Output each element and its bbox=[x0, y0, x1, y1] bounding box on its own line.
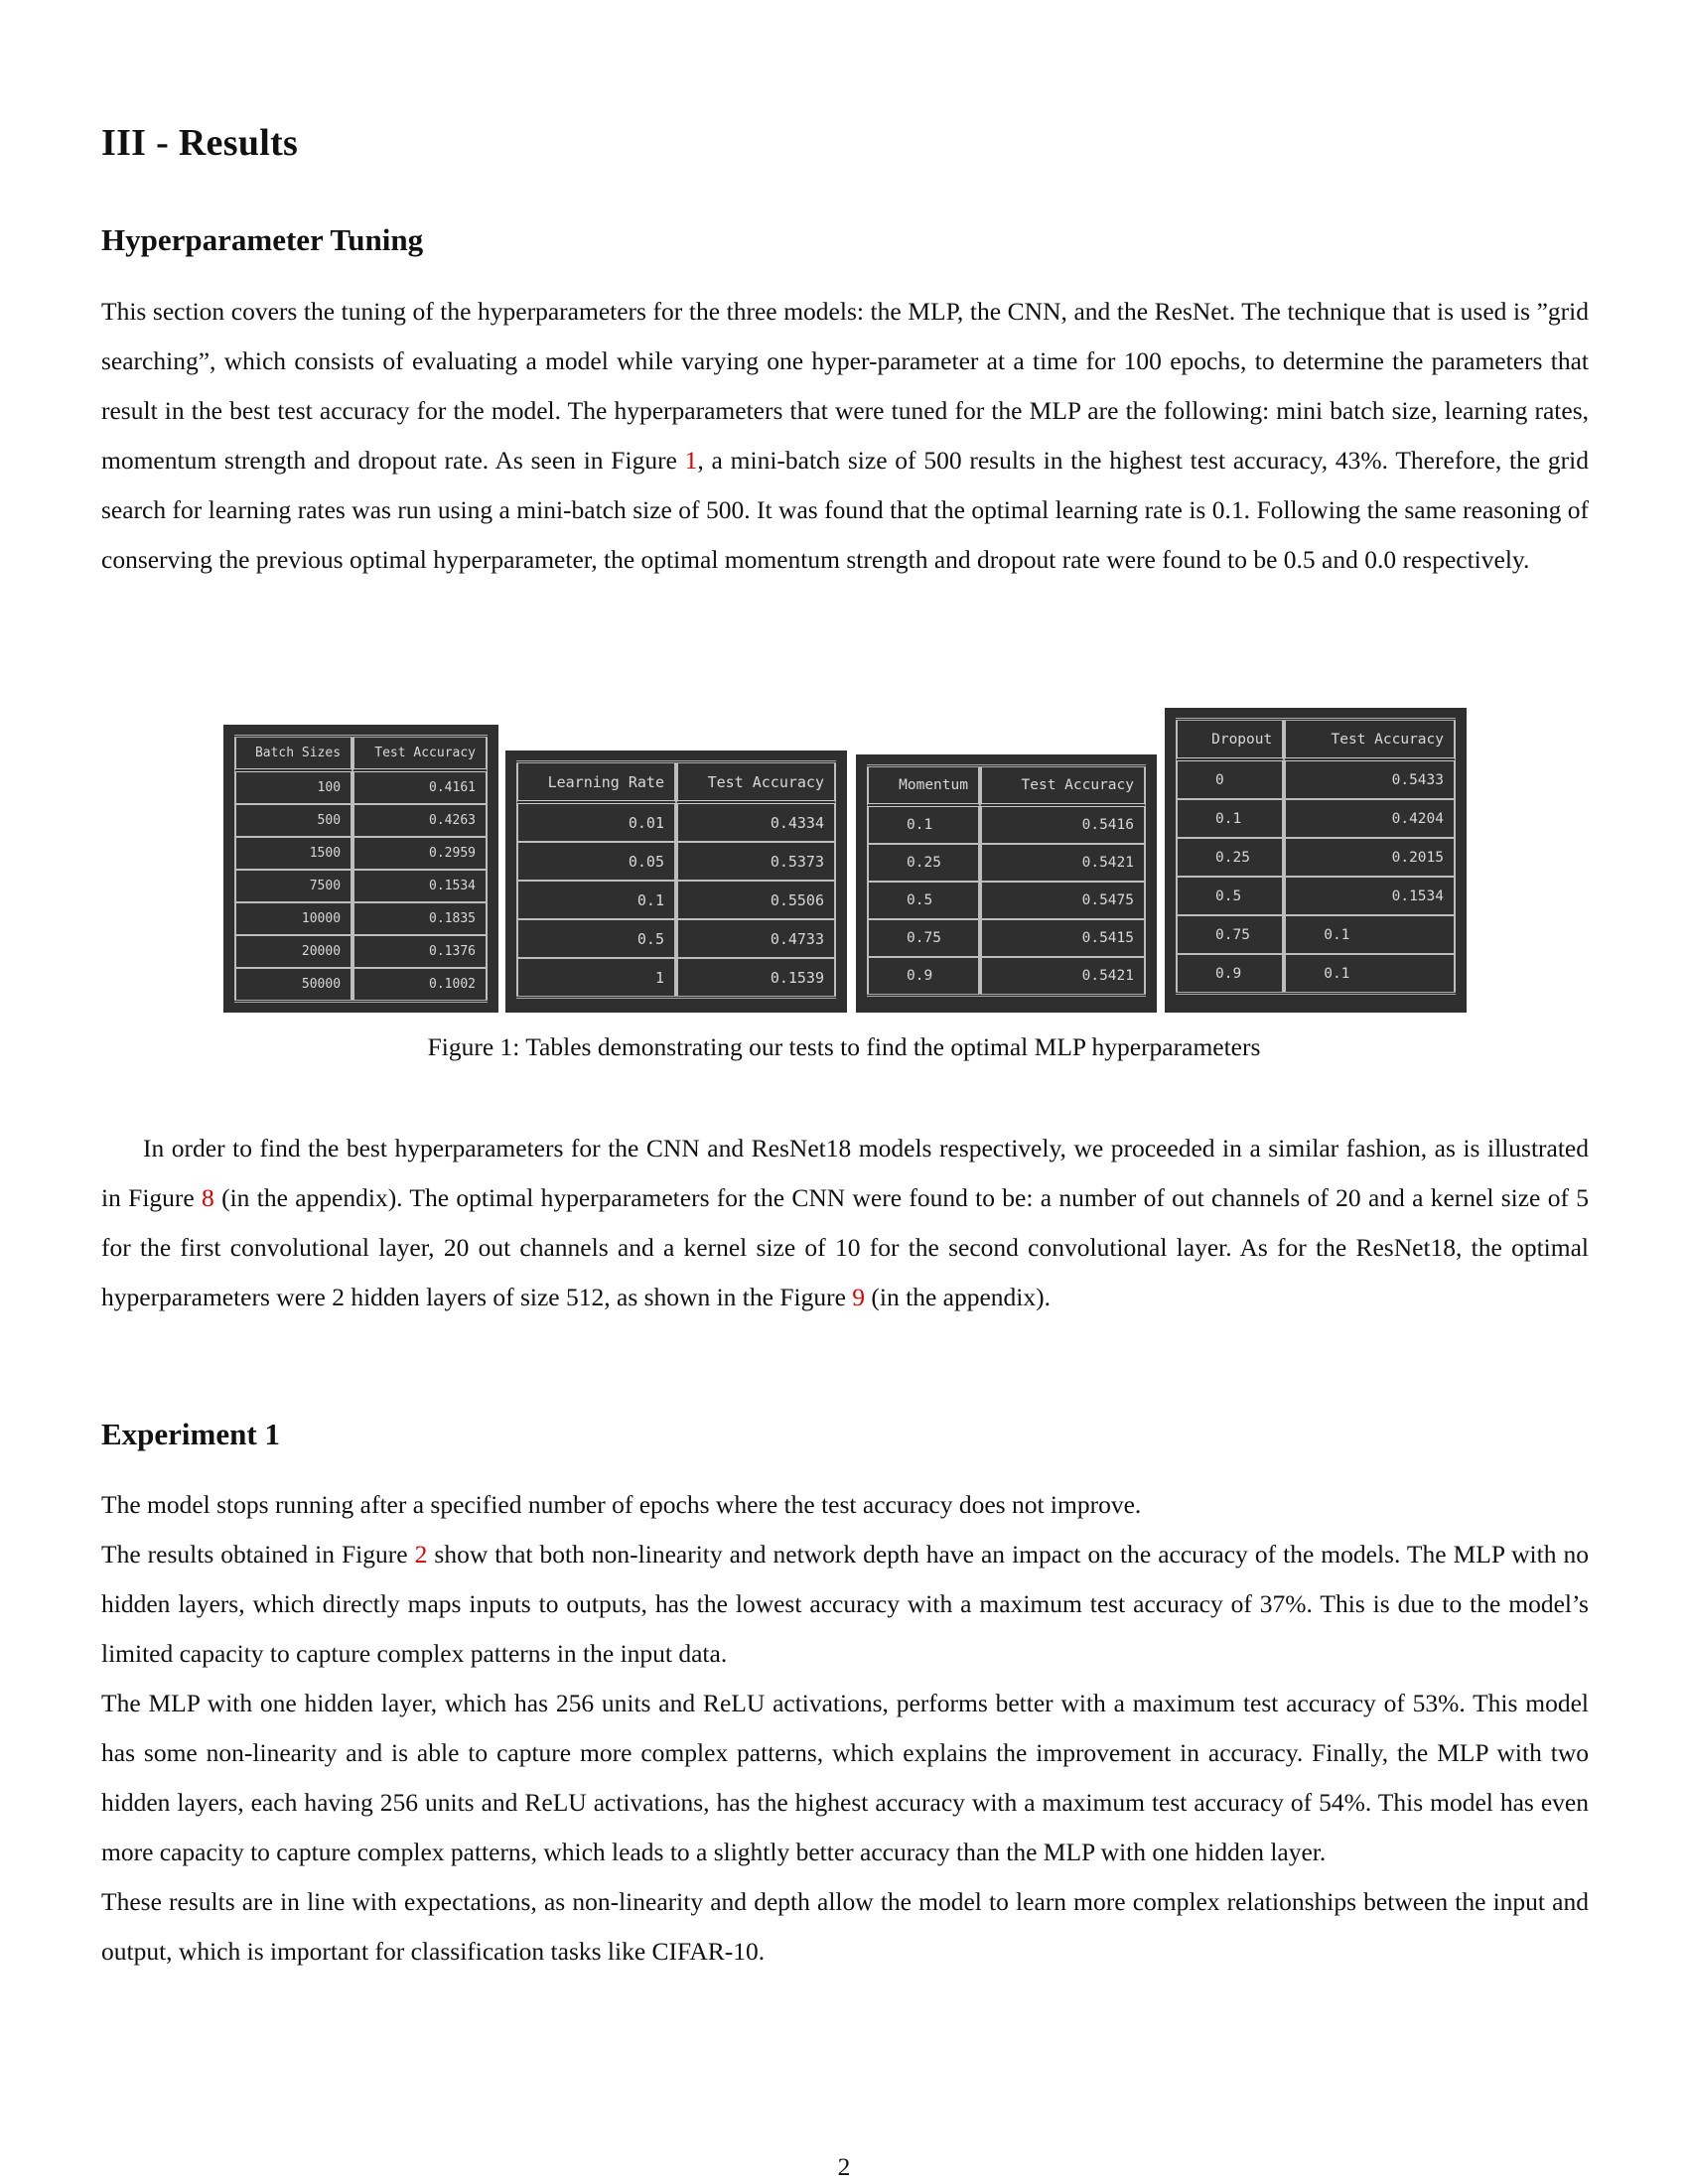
batch-size-table bbox=[223, 725, 498, 1013]
column-header: Dropout bbox=[1176, 721, 1284, 761]
column-header: Learning Rate bbox=[516, 763, 676, 804]
section-title: III - Results bbox=[101, 122, 299, 164]
cell: 20000 bbox=[234, 934, 352, 967]
cell: 0.01 bbox=[516, 804, 676, 841]
cell: 1500 bbox=[234, 836, 352, 869]
cell: 0.75 bbox=[1176, 914, 1284, 953]
paragraph-experiment-1 bbox=[101, 1480, 1589, 1977]
cell: 0.5 bbox=[867, 881, 980, 918]
table-row bbox=[516, 918, 836, 957]
cell: 0.4733 bbox=[676, 918, 836, 957]
figure-caption: Figure 1: Tables demonstrating our tests to find the optimal MLP hyperparameters bbox=[427, 1032, 1261, 1061]
cell: 7500 bbox=[234, 869, 352, 901]
cell: 0.05 bbox=[516, 841, 676, 880]
figure-ref-link[interactable]: 8 bbox=[202, 1183, 214, 1212]
table-row bbox=[234, 901, 488, 934]
cell: 0.1 bbox=[1284, 914, 1456, 953]
page-number: 2 bbox=[837, 2152, 851, 2181]
cell: 0.1534 bbox=[1284, 876, 1456, 914]
cell: 10000 bbox=[234, 901, 352, 934]
table-row bbox=[1176, 837, 1456, 876]
exp1-para-3: The MLP with one hidden layer, which has 256 units and ReLU activations, performs better with a maximum test accuracy of 53%. This model has some non-linearity and is able to capture more complex patterns, which explains the improvement in accuracy. Finally, the MLP with two hidden layers, each having 256 units and ReLU activations, has the highest accuracy with a maximum test accuracy of 54%. This model has even more capacity to capture complex patterns, which leads to a slightly better accuracy than the MLP with one hidden layer. bbox=[101, 1689, 1589, 1866]
cell: 0.1 bbox=[867, 807, 980, 843]
cell: 0 bbox=[1176, 761, 1284, 798]
figure-ref-link[interactable]: 2 bbox=[414, 1540, 428, 1569]
cell: 0.9 bbox=[1176, 953, 1284, 992]
exp1-line-1: The model stops running after a specified number of epochs where the test accuracy does not improve. bbox=[101, 1490, 1142, 1519]
cell: 1 bbox=[516, 957, 676, 996]
figure-ref-link[interactable]: 9 bbox=[852, 1283, 866, 1311]
figure-ref-link[interactable]: 1 bbox=[684, 446, 698, 475]
table-row bbox=[516, 957, 836, 996]
cell: 0.1539 bbox=[676, 957, 836, 996]
table-row bbox=[234, 836, 488, 869]
cell: 0.5433 bbox=[1284, 761, 1456, 798]
cell: 0.2959 bbox=[352, 836, 488, 869]
cell: 0.4204 bbox=[1284, 798, 1456, 837]
cell: 0.1534 bbox=[352, 869, 488, 901]
column-header: Momentum bbox=[867, 767, 980, 807]
table-row bbox=[1176, 761, 1456, 798]
paragraph-hyperparameter-intro: This section covers the tuning of the hyperparameters for the three models: the MLP, the CNN, and the ResNet. The technique that is used is ”grid searching”, which consists of evaluating a model while varying one hyper-parameter at a time for 100 epochs, to determine the parameters that result in the best test accuracy for the model. The hyperparameters that were tuned for the MLP are the following: mini batch size, learning rates, momentum strength and dropout rate. As seen in Figure 1, a mini-batch size of 500 results in the highest test accuracy, 43%. Therefore, the grid search for learning rates was run using a mini-batch size of 500. It was found that the optimal learning rate is 0.1. Following the same reasoning of conserving the previous optimal hyperparameter, the optimal momentum strength and dropout rate were found to be 0.5 and 0.0 respectively. bbox=[101, 297, 1589, 574]
table-row bbox=[1176, 953, 1456, 992]
cell: 0.25 bbox=[1176, 837, 1284, 876]
momentum-table bbox=[856, 754, 1157, 1013]
cell: 0.5475 bbox=[980, 881, 1146, 918]
table-row bbox=[234, 772, 488, 803]
cell: 50000 bbox=[234, 967, 352, 1000]
column-header: Batch Sizes bbox=[234, 738, 352, 772]
column-header: Test Accuracy bbox=[980, 767, 1146, 807]
column-header: Test Accuracy bbox=[1284, 721, 1456, 761]
exp1-para-2: The results obtained in Figure 2 show that both non-linearity and network depth have an impact on the accuracy of the models. The MLP with no hidden layers, which directly maps inputs to outputs, has the lowest accuracy with a maximum test accuracy of 37%. This is due to the model’s limited capacity to capture complex patterns in the input data. bbox=[101, 1540, 1589, 1668]
table-row bbox=[516, 880, 836, 918]
cell: 0.2015 bbox=[1284, 837, 1456, 876]
cell: 0.5421 bbox=[980, 956, 1146, 994]
table-row bbox=[234, 803, 488, 836]
table-row bbox=[867, 881, 1146, 918]
table-row bbox=[1176, 914, 1456, 953]
table-row bbox=[867, 918, 1146, 956]
cell: 0.5421 bbox=[980, 843, 1146, 881]
table-row bbox=[1176, 798, 1456, 837]
table-row bbox=[1176, 876, 1456, 914]
cell: 0.5 bbox=[1176, 876, 1284, 914]
cell: 0.1 bbox=[516, 880, 676, 918]
cell: 500 bbox=[234, 803, 352, 836]
cell: 0.1835 bbox=[352, 901, 488, 934]
cell: 0.4334 bbox=[676, 804, 836, 841]
table-row bbox=[867, 807, 1146, 843]
column-header: Test Accuracy bbox=[352, 738, 488, 772]
table-row bbox=[234, 869, 488, 901]
cell: 0.25 bbox=[867, 843, 980, 881]
cell: 0.5506 bbox=[676, 880, 836, 918]
cell: 0.1 bbox=[1284, 953, 1456, 992]
dropout-table bbox=[1165, 708, 1467, 1013]
cell: 0.1 bbox=[1176, 798, 1284, 837]
cell: 0.5416 bbox=[980, 807, 1146, 843]
subsection-title-hyperparameter-tuning: Hyperparameter Tuning bbox=[101, 222, 424, 257]
table-row bbox=[867, 956, 1146, 994]
cell: 0.75 bbox=[867, 918, 980, 956]
cell: 100 bbox=[234, 772, 352, 803]
table-row bbox=[516, 841, 836, 880]
cell: 0.5373 bbox=[676, 841, 836, 880]
cell: 0.1376 bbox=[352, 934, 488, 967]
cell: 0.4161 bbox=[352, 772, 488, 803]
paragraph-cnn-resnet-tuning: In order to find the best hyperparameters for the CNN and ResNet18 models respectively, we proceeded in a similar fashion, as is illustrated in Figure 8 (in the appendix). The optimal hyperparameters for the CNN were found to be: a number of out channels of 20 and a kernel size of 5 for the first convolutional layer, 20 out channels and a kernel size of 10 for the second convolutional layer. As for the ResNet18, the optimal hyperparameters were 2 hidden layers of size 512, as shown in the Figure 9 (in the appendix). bbox=[101, 1134, 1589, 1311]
cell: 0.1002 bbox=[352, 967, 488, 1000]
table-row bbox=[867, 843, 1146, 881]
learning-rate-table bbox=[505, 751, 847, 1013]
cell: 0.5 bbox=[516, 918, 676, 957]
table-row bbox=[234, 934, 488, 967]
cell: 0.4263 bbox=[352, 803, 488, 836]
table-row bbox=[234, 967, 488, 1000]
exp1-para-4: These results are in line with expectations, as non-linearity and depth allow the model to learn more complex relationships between the input and output, which is important for classification tasks like CIFAR-10. bbox=[101, 1887, 1589, 1966]
column-header: Test Accuracy bbox=[676, 763, 836, 804]
subsection-title-experiment-1: Experiment 1 bbox=[101, 1417, 280, 1451]
table-row bbox=[516, 804, 836, 841]
cell: 0.5415 bbox=[980, 918, 1146, 956]
cell: 0.9 bbox=[867, 956, 980, 994]
